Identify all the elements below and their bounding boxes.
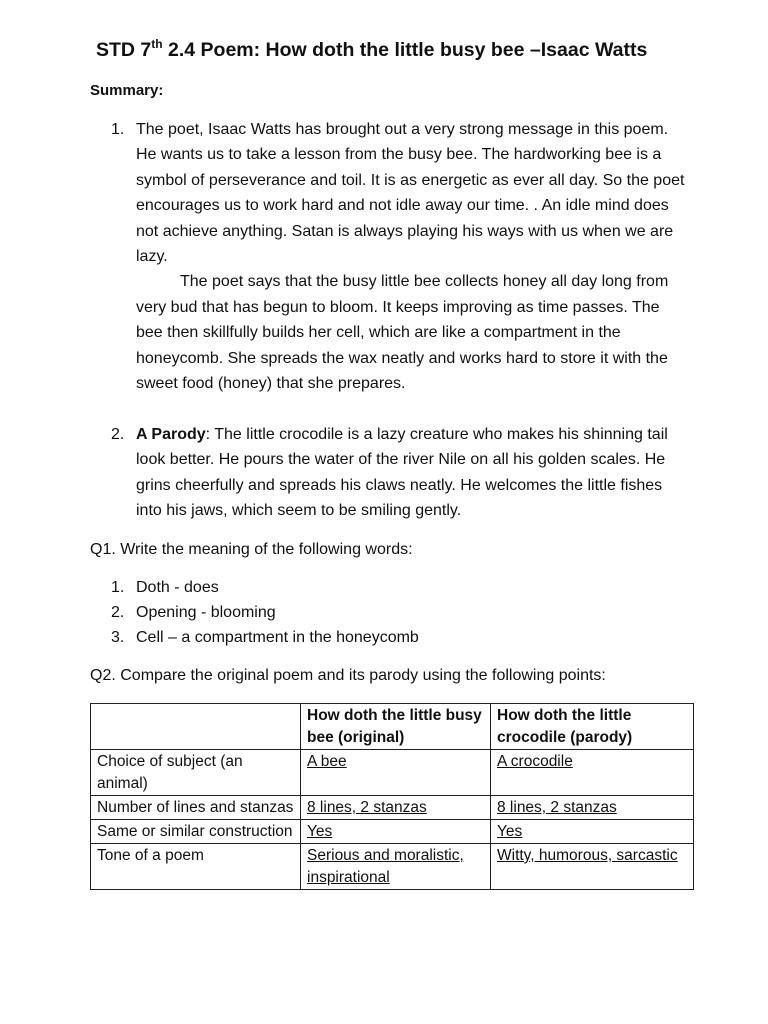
meaning-item-text: Doth - does [136,579,219,596]
parody-label: A Parody [136,426,206,443]
summary-item-1-paragraph-2: The poet says that the busy little bee collects honey all day long from very bud that has begun to bloom. It keeps improving as time passes. The bee then skillfully builds her cell, which are like a compartment in the honeycomb. She spreads the wax neatly and works hard to store it with the sweet food (honey) that she prepares. [136,273,669,393]
table-cell-parody: A crocodile [491,750,694,796]
summary-heading: Summary: [90,82,164,99]
meaning-item-text: Cell – a compartment in the honeycomb [136,629,419,646]
table-row [91,820,694,844]
table-cell-point: Number of lines and stanzas [91,796,301,820]
title-superscript: th [151,36,163,51]
table-cell-original: Serious and moralistic, inspirational [301,844,491,890]
title-prefix: STD 7 [96,39,152,61]
table-cell-parody: Yes [491,820,694,844]
table-row [91,750,694,796]
table-header-original: How doth the little busy bee (original) [301,704,491,750]
table-cell-original: 8 lines, 2 stanzas [301,796,491,820]
summary-item-1-paragraph-1: The poet, Isaac Watts has brought out a very strong message in this poem. He wants us to take a lesson from the busy bee. The hardworking bee is a symbol of perseverance and toil. It is as energetic as ever all day. So the poet encourages us to work hard and not idle away our time. . An idle mind does not achieve anything. Satan is always playing his ways with us when we are lazy. [136,121,685,266]
q1-question: Q1. Write the meaning of the following words: [90,541,413,558]
summary-item-2-number: 2. [111,426,125,443]
page-title [96,36,647,64]
meaning-item-number: 3. [111,629,125,646]
summary-item-1-number: 1. [111,121,125,138]
summary-item-2 [111,422,688,524]
comparison-table [90,703,694,890]
summary-item-1 [111,117,688,396]
table-cell-point: Tone of a poem [91,844,301,890]
meaning-item [111,601,276,625]
meaning-item [111,626,419,650]
table-cell-parody: Witty, humorous, sarcastic [491,844,694,890]
table-cell-point: Choice of subject (an animal) [91,750,301,796]
summary-item-2-text: : The little crocodile is a lazy creature who makes his shinning tail look better. He pours the water of the river Nile on all his golden scales. He grins cheerfully and spreads his claws neatly. He welcomes the little fishes into his jaws, which seem to be smiling gently. [136,426,668,520]
table-row [91,844,694,890]
title-rest: 2.4 Poem: How doth the little busy bee –Isaac Watts [162,39,648,61]
table-cell-original: A bee [301,750,491,796]
meaning-item-number: 1. [111,579,125,596]
table-cell-parody: 8 lines, 2 stanzas [491,796,694,820]
meaning-item-text: Opening - blooming [136,604,276,621]
table-cell-original: Yes [301,820,491,844]
meaning-item [111,576,219,600]
table-header-parody: How doth the little crocodile (parody) [491,704,694,750]
meaning-item-number: 2. [111,604,125,621]
table-cell-point: Same or similar construction [91,820,301,844]
q2-question: Q2. Compare the original poem and its parody using the following points: [90,667,606,684]
table-header-row [91,704,694,750]
table-header-empty [91,704,301,750]
table-row [91,796,694,820]
